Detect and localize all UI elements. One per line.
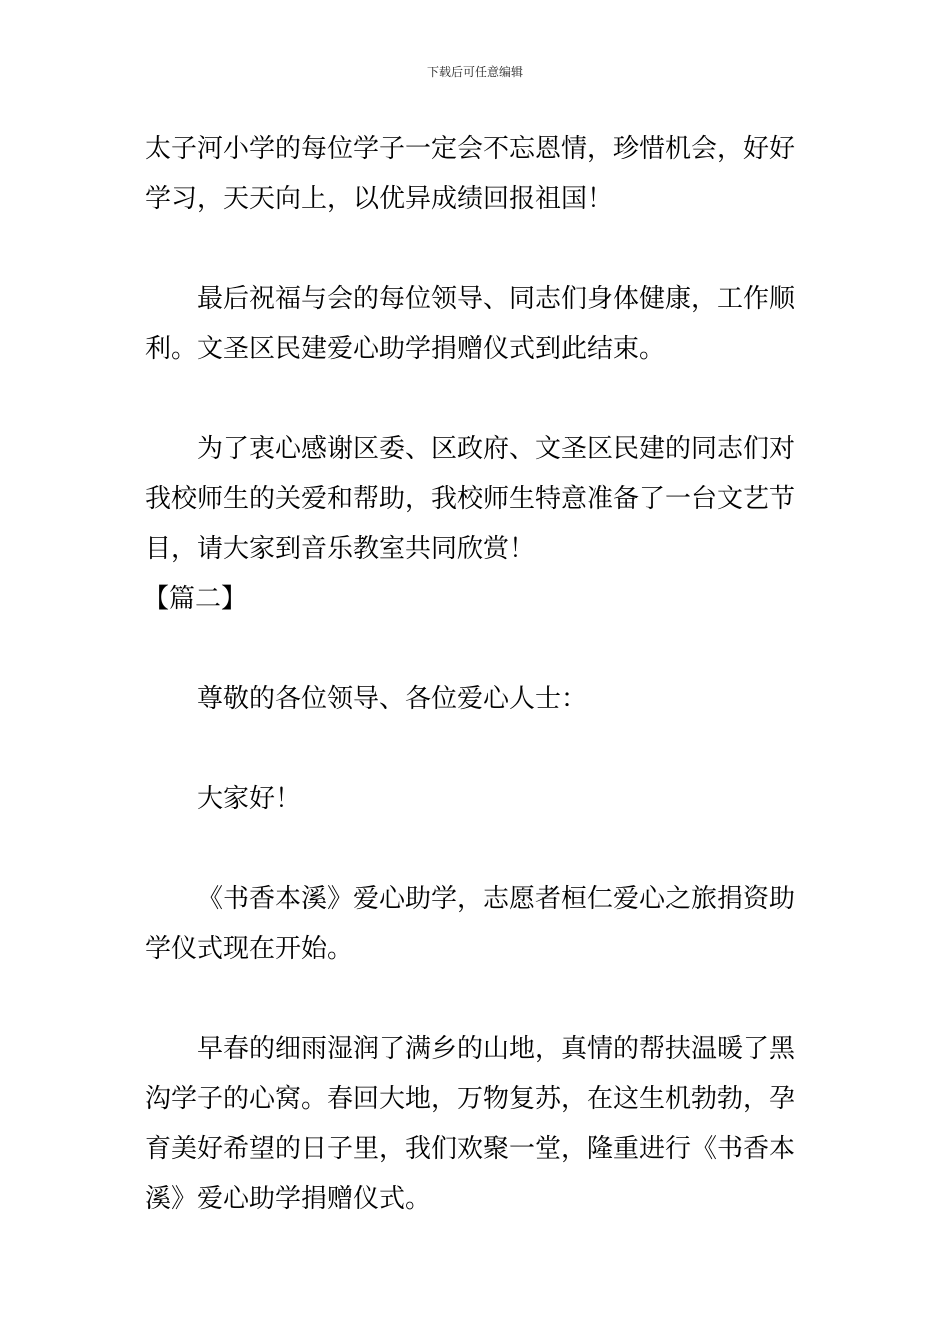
paragraph-7: [145, 1024, 809, 1224]
paragraph-line: 最后祝福与会的每位领导、同志们身体健康，工作顺: [197, 284, 796, 314]
paragraph-3: [145, 424, 809, 574]
paragraph-line: 学习，天天向上，以优异成绩回报祖国！: [145, 184, 614, 214]
paragraph-greeting: [145, 774, 809, 824]
paragraph-1: [145, 124, 809, 224]
paragraph-2: [145, 274, 809, 374]
paragraph-line: 早春的细雨湿润了满乡的山地，真情的帮扶温暖了黑: [197, 1034, 796, 1064]
paragraph-line: 尊敬的各位领导、各位爱心人士：: [197, 684, 588, 714]
section-title: 【篇二】: [143, 584, 248, 614]
paragraph-line: 学仪式现在开始。: [145, 934, 354, 964]
paragraph-6: [145, 874, 809, 974]
paragraph-line: 太子河小学的每位学子一定会不忘恩情，珍惜机会，好好: [145, 134, 796, 164]
paragraph-salutation: [145, 674, 809, 724]
paragraph-line: 育美好希望的日子里，我们欢聚一堂，隆重进行《书香本: [145, 1134, 796, 1164]
paragraph-line: 溪》爱心助学捐赠仪式。: [145, 1184, 432, 1214]
document-body: [145, 124, 809, 1224]
paragraph-line: 为了衷心感谢区委、区政府、文圣区民建的同志们对: [197, 434, 796, 464]
paragraph-line: 目，请大家到音乐教室共同欣赏！: [145, 534, 536, 564]
paragraph-line: 沟学子的心窝。春回大地，万物复苏，在这生机勃勃，孕: [145, 1084, 796, 1114]
paragraph-line: 大家好！: [197, 784, 302, 814]
paragraph-line: 利。文圣区民建爱心助学捐赠仪式到此结束。: [145, 334, 666, 364]
paragraph-line: 我校师生的关爱和帮助，我校师生特意准备了一台文艺节: [145, 484, 796, 514]
page-header-note: 下载后可任意编辑: [426, 65, 523, 79]
paragraph-line: 《书香本溪》爱心助学，志愿者桓仁爱心之旅捐资助: [197, 884, 796, 914]
